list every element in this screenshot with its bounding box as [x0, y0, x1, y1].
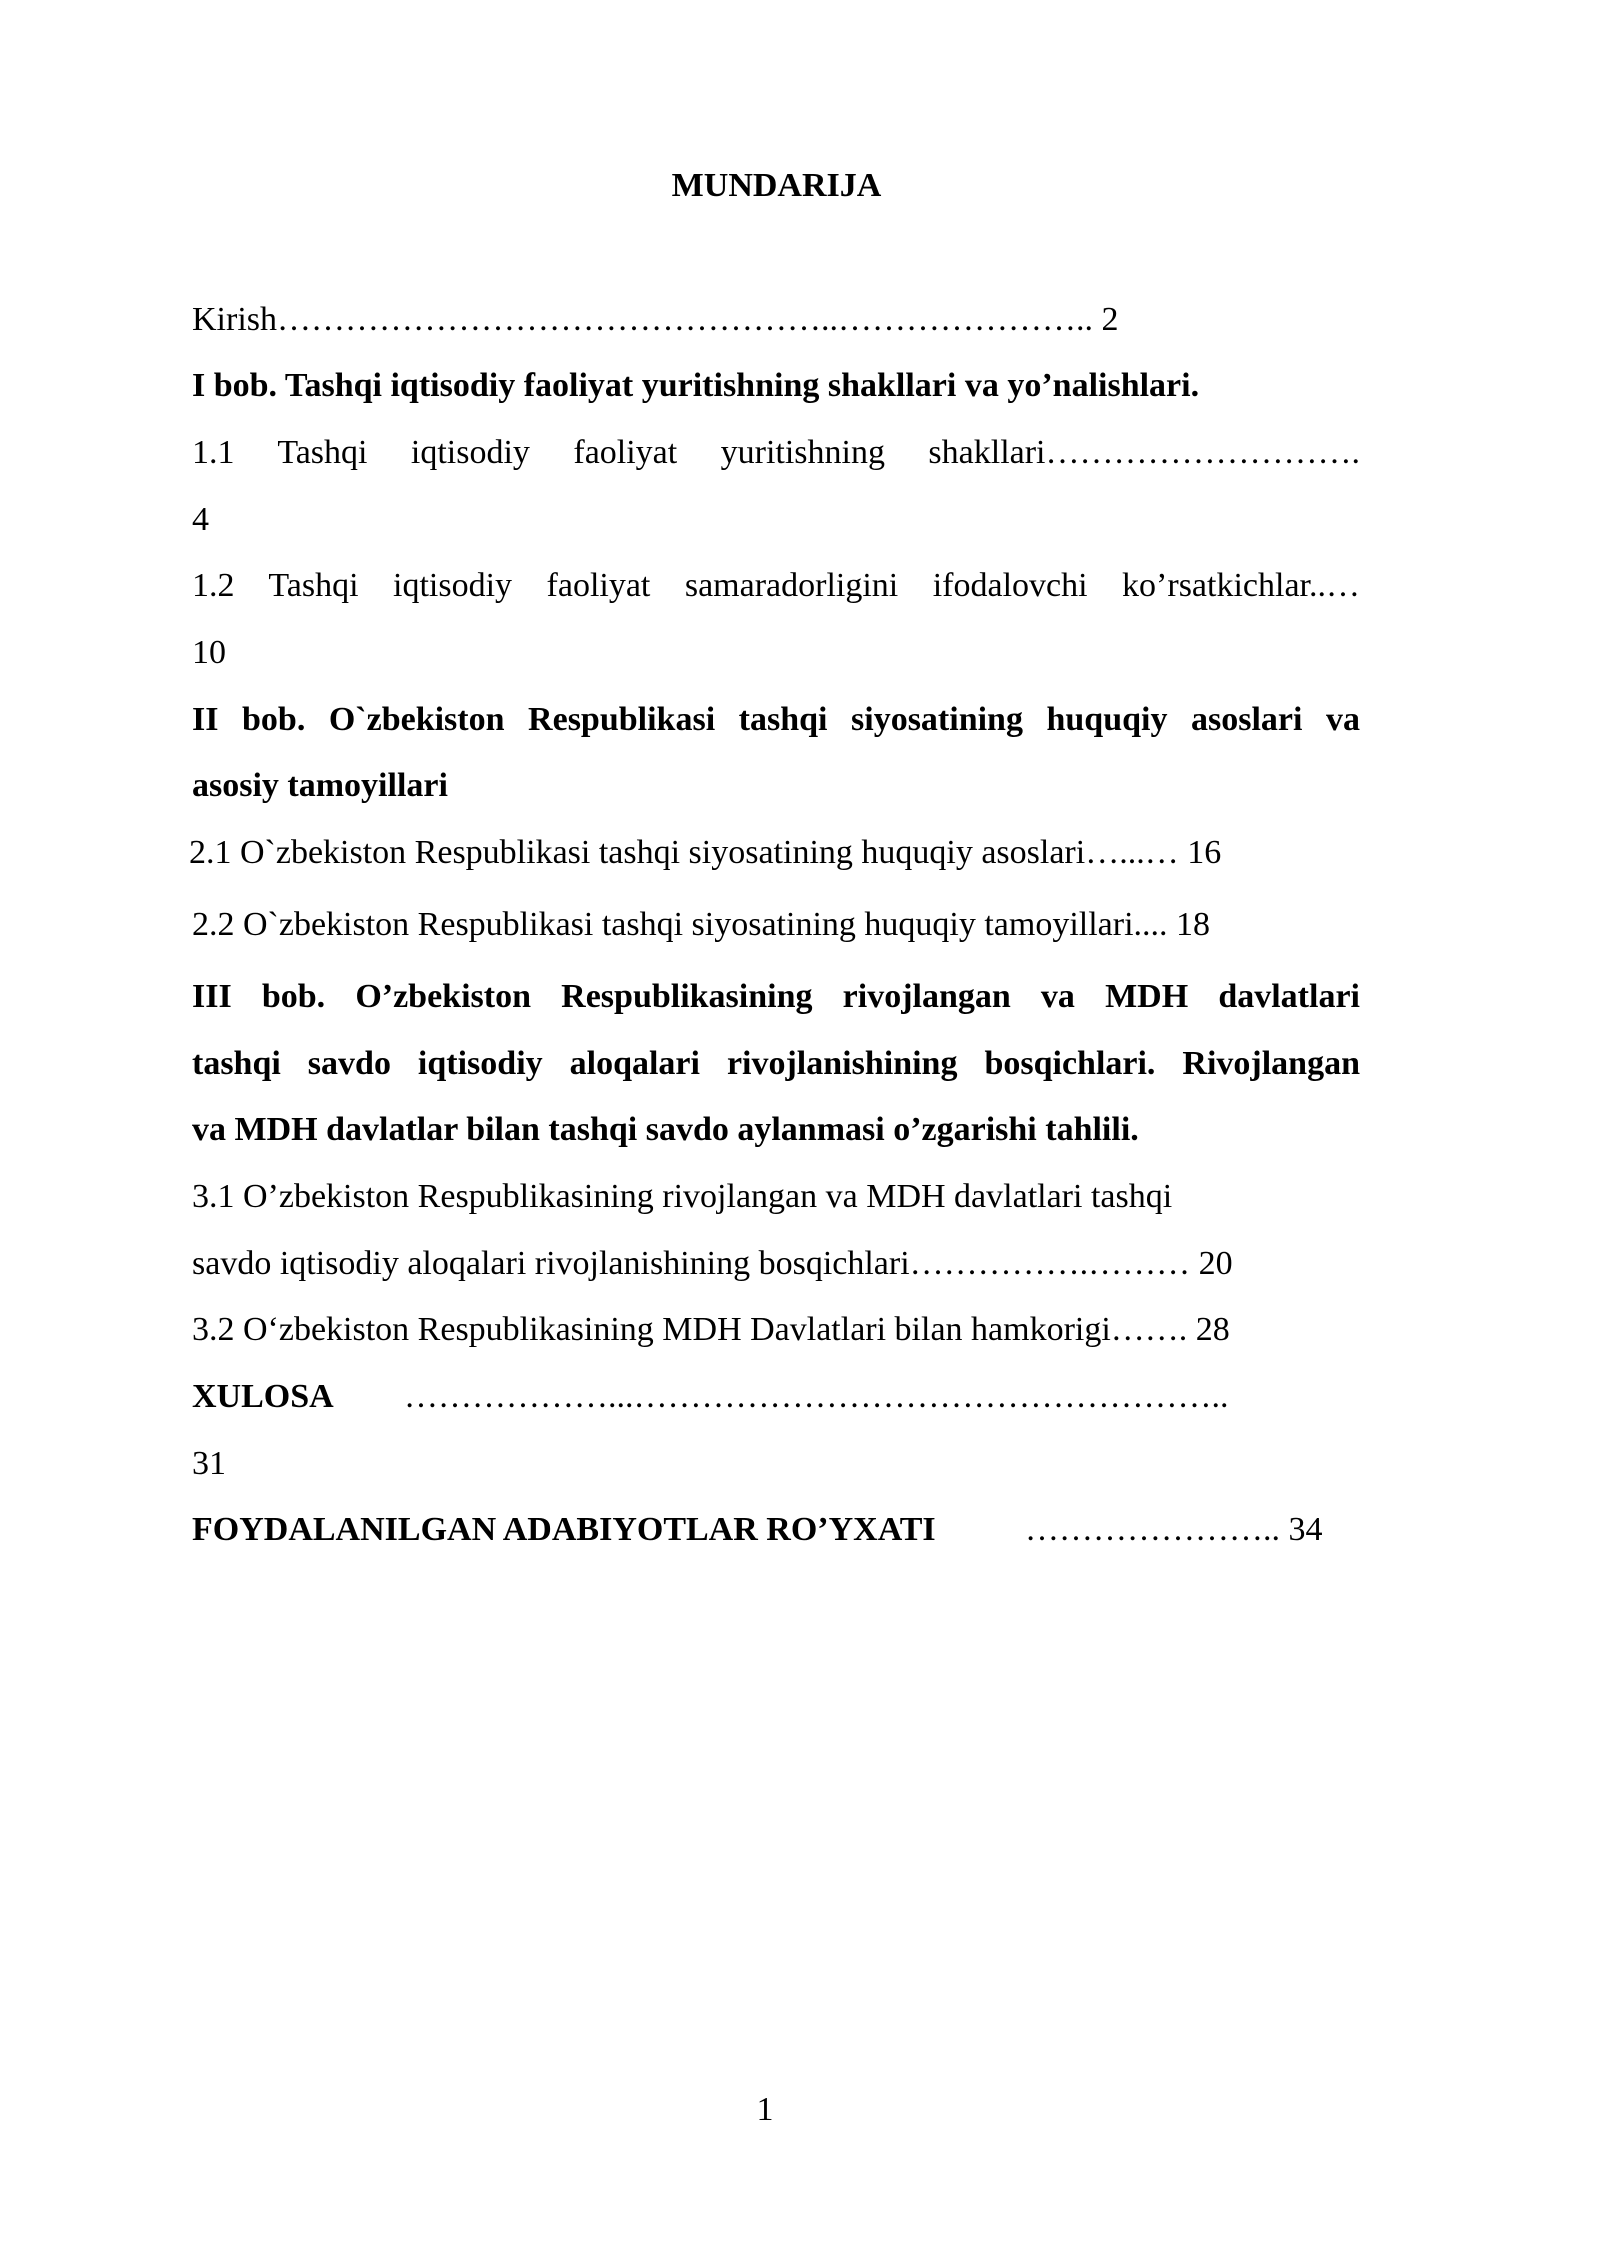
toc-entry-xulosa-leader: ………………...……………………………………………..	[404, 1378, 1229, 1415]
page-title: MUNDARIJA	[671, 167, 882, 204]
toc-entry-2-2: 2.2 O`zbekiston Respublikasi tashqi siyosatining huquqiy tamoyillari.... 18	[192, 906, 1211, 943]
toc-entry-xulosa: XULOSA	[192, 1378, 334, 1415]
toc-entry-3-1: 3.1 O’zbekiston Respublikasining rivojlangan va MDH davlatlari tashqi	[192, 1178, 1173, 1215]
page-number: 1	[756, 2091, 774, 2128]
toc-entry-3-1-cont: savdo iqtisodiy aloqalari rivojlanishining bosqichlari…………….……… 20	[192, 1245, 1233, 1282]
toc-entry-references-leader: ………………….. 34	[1025, 1511, 1323, 1548]
toc-entry-xulosa-page: 31	[192, 1445, 226, 1482]
toc-entry-1-2-page: 10	[192, 634, 226, 671]
toc-chapter-3-heading-cont-2: va MDH davlatlar bilan tashqi savdo aylanmasi o’zgarishi tahlili.	[192, 1111, 1139, 1148]
toc-chapter-2-heading: II bob. O`zbekiston Respublikasi tashqi siyosatining huquqiy asoslari va	[192, 701, 1360, 738]
toc-entry-1-1: 1.1 Tashqi iqtisodiy faoliyat yuritishning shakllari……………………….	[192, 434, 1360, 471]
toc-entry-1-2: 1.2 Tashqi iqtisodiy faoliyat samaradorligini ifodalovchi ko’rsatkichlar..…	[192, 567, 1360, 604]
toc-chapter-3-heading-cont-1: tashqi savdo iqtisodiy aloqalari rivojlanishining bosqichlari. Rivojlangan	[192, 1045, 1360, 1082]
toc-entry-references: FOYDALANILGAN ADABIYOTLAR RO’YXATI	[192, 1511, 936, 1548]
toc-chapter-2-heading-cont: asosiy tamoyillari	[192, 767, 448, 804]
toc-entry-3-2: 3.2 O‘zbekiston Respublikasining MDH Davlatlari bilan hamkorigi……. 28	[192, 1311, 1230, 1348]
toc-entry-2-1: 2.1 O`zbekiston Respublikasi tashqi siyosatining huquqiy asoslari…...… 16	[189, 834, 1222, 871]
toc-chapter-3-heading: III bob. O’zbekiston Respublikasining rivojlangan va MDH davlatlari	[192, 978, 1360, 1015]
toc-entry-kirish: Kirish…………………………………………..………………….. 2	[192, 301, 1119, 338]
toc-entry-1-1-page: 4	[192, 501, 209, 538]
toc-chapter-1-heading: I bob. Tashqi iqtisodiy faoliyat yuritishning shakllari va yo’nalishlari.	[192, 367, 1200, 404]
